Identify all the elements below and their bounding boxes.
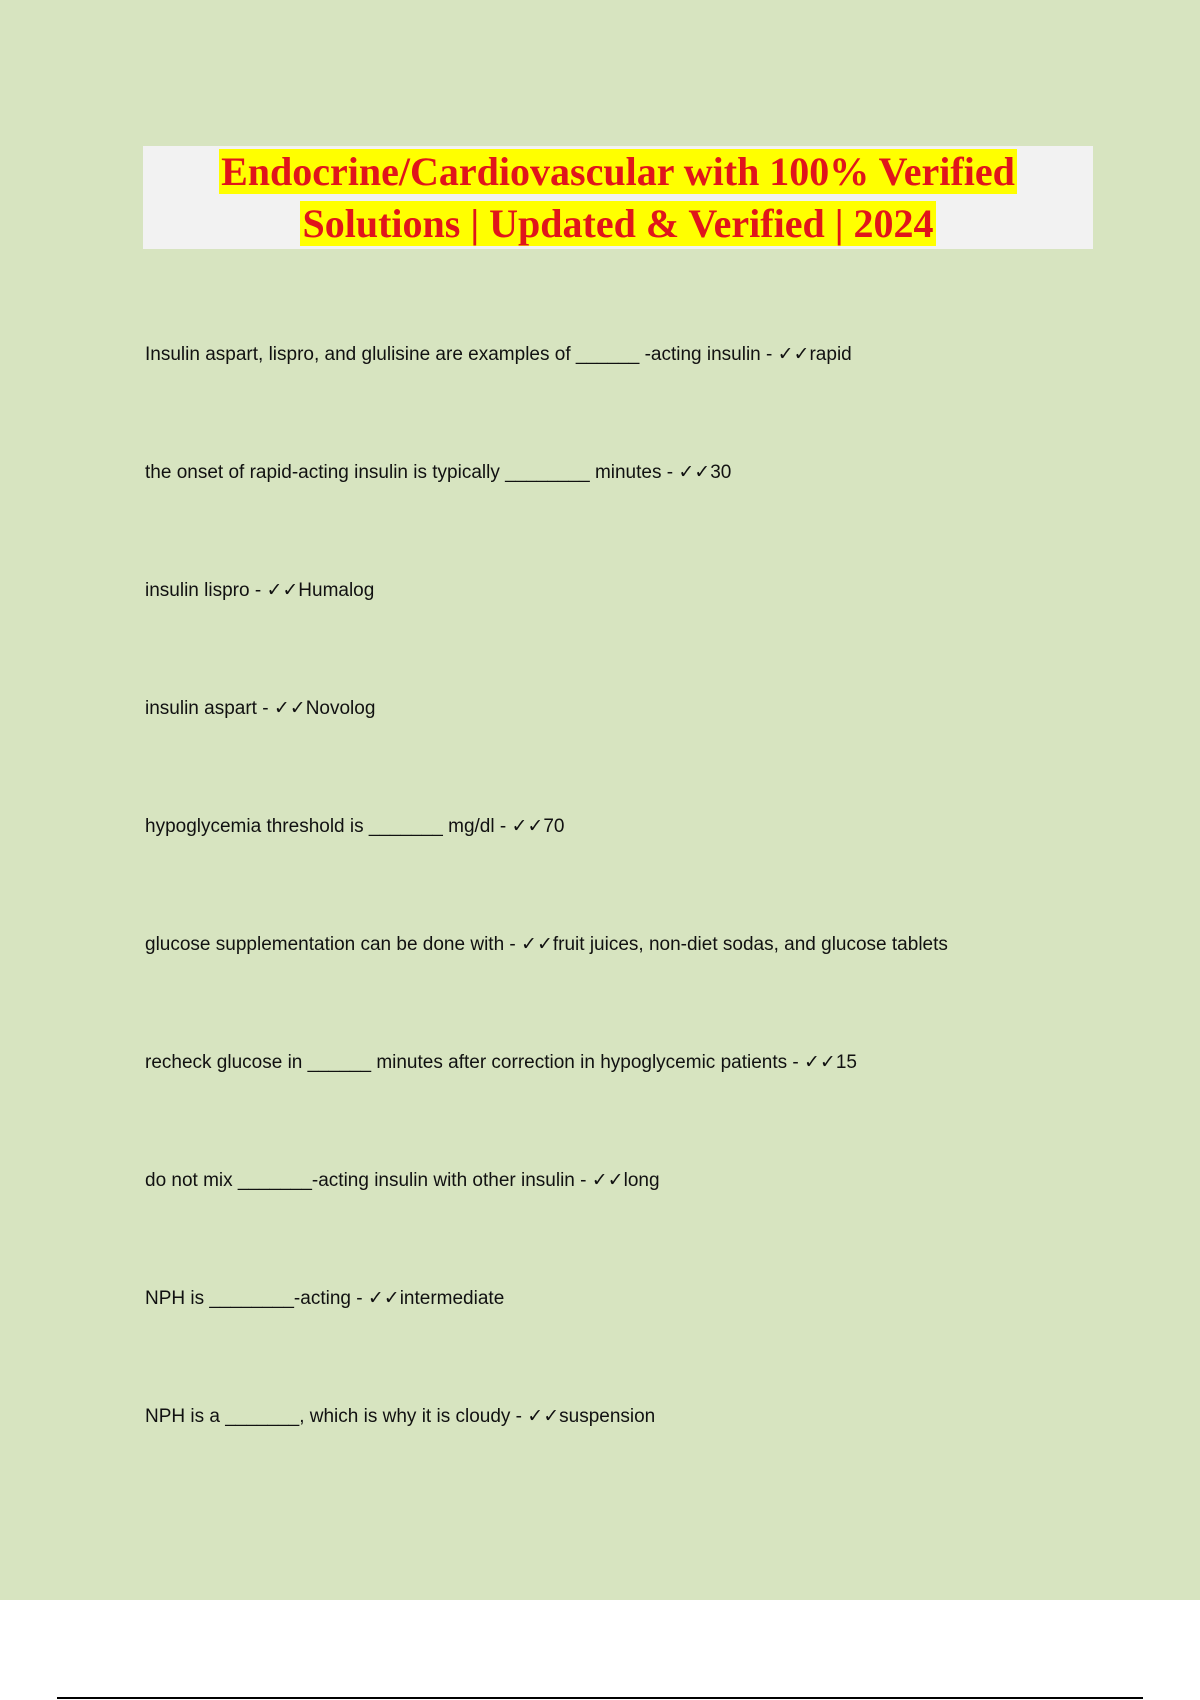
qa-question: insulin lispro - (145, 580, 262, 601)
check-icon: ✓✓ (527, 1405, 560, 1427)
qa-item (145, 338, 1125, 456)
qa-item (145, 1164, 1125, 1282)
qa-answer: intermediate (399, 1288, 505, 1309)
footer-divider (57, 1697, 1143, 1699)
qa-question: Insulin aspart, lispro, and glulisine are examples of ______ -acting insulin - (145, 344, 773, 365)
check-icon: ✓✓ (804, 1051, 836, 1073)
qa-answer: Humalog (298, 580, 375, 601)
title-line-1: Endocrine/Cardiovascular with 100% Verified (221, 148, 1015, 194)
qa-question: recheck glucose in ______ minutes after correction in hypoglycemic patients - (145, 1052, 799, 1073)
check-icon: ✓✓ (266, 579, 299, 601)
qa-question: do not mix _______-acting insulin with other insulin - (145, 1170, 587, 1191)
check-icon: ✓✓ (777, 343, 810, 365)
qa-question: the onset of rapid-acting insulin is typically ________ minutes - (145, 462, 674, 483)
qa-answer: fruit juices, non-diet sodas, and glucose tablets (552, 934, 948, 955)
qa-question: NPH is a _______, which is why it is cloudy - (145, 1406, 522, 1427)
qa-answer: 70 (543, 816, 565, 837)
qa-answer: 15 (835, 1052, 857, 1073)
title-line-2: Solutions | Updated & Verified | 2024 (302, 200, 934, 246)
qa-question: insulin aspart - (145, 698, 269, 719)
qa-item (145, 810, 1125, 928)
title-box (143, 146, 1093, 249)
check-icon: ✓✓ (511, 815, 544, 837)
qa-item (145, 574, 1125, 692)
qa-item (145, 1400, 1125, 1518)
check-icon: ✓✓ (367, 1287, 400, 1309)
document-title (219, 146, 1017, 250)
qa-answer: long (623, 1170, 660, 1191)
qa-item (145, 692, 1125, 810)
check-icon: ✓✓ (678, 461, 711, 483)
qa-question: hypoglycemia threshold is _______ mg/dl - (145, 816, 507, 837)
qa-item (145, 456, 1125, 574)
qa-answer: rapid (809, 344, 852, 365)
qa-item (145, 1282, 1125, 1400)
qa-question: NPH is ________-acting - (145, 1288, 363, 1309)
qa-answer: suspension (559, 1406, 656, 1427)
check-icon: ✓✓ (273, 697, 306, 719)
qa-answer: 30 (710, 462, 732, 483)
qa-list (145, 338, 1125, 1518)
qa-item (145, 1046, 1125, 1164)
qa-answer: Novolog (305, 698, 376, 719)
check-icon: ✓✓ (591, 1169, 624, 1191)
check-icon: ✓✓ (521, 933, 553, 955)
qa-item (145, 928, 1125, 1046)
qa-question: glucose supplementation can be done with - (145, 934, 516, 955)
